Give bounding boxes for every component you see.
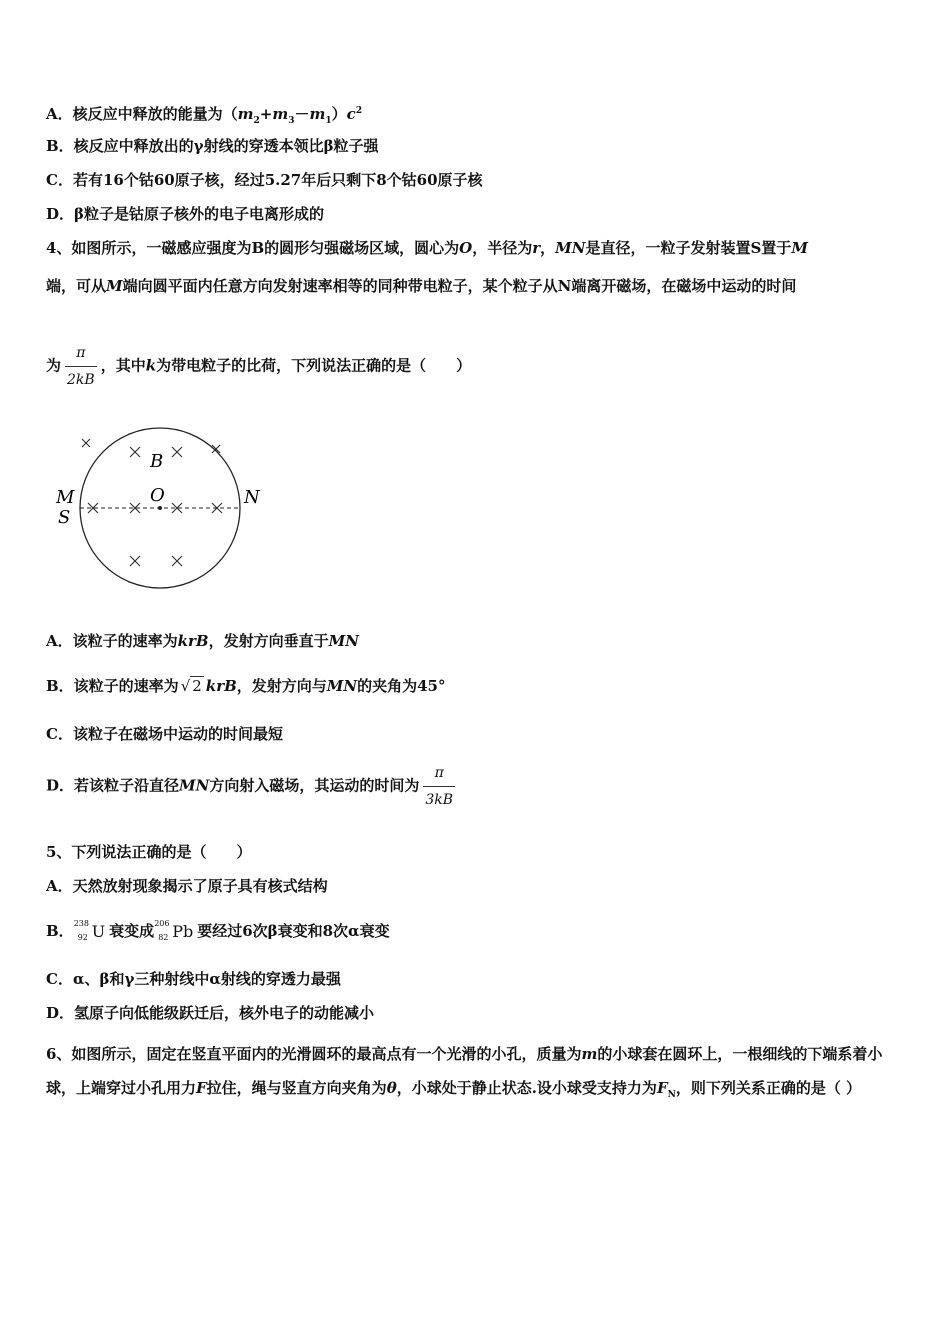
label-s: S — [58, 507, 71, 528]
q5-stem: 5、下列说法正确的是（ ） — [46, 843, 252, 861]
q5-option-d: D．氢原子向低能级跃迁后，核外电子的动能减小 — [46, 1004, 375, 1022]
q4-stem-line-2: 端，可从M端向圆平面内任意方向发射速率相等的同种带电粒子，某个粒子从N端离开磁场，在磁场中运动的时间 — [46, 277, 797, 295]
label-m: M — [56, 487, 75, 508]
q4-option-d: D．若该粒子沿直径MN方向射入磁场，其运动的时间为 $\frac{\pi}{3kB}$ — [46, 762, 459, 811]
magnetic-field-diagram — [52, 425, 272, 595]
q4-stem-line-1: 4、如图所示，一磁感应强度为B的圆形匀强磁场区域，圆心为O，半径为r，MN是直径，一粒子发射装置S置于M — [46, 239, 808, 257]
center-point — [158, 506, 162, 510]
q3-option-d: D．β粒子是钴原子核外的电子电离形成的 — [46, 205, 324, 223]
fraction-pi-over-2kb: $\frac{\pi}{2kB}$ — [65, 342, 97, 391]
q4-option-b: B．该粒子的速率为 √ 2 krB，发射方向与MN的夹角为45° — [46, 677, 446, 695]
sqrt-2: √ 2 — [180, 677, 202, 695]
q3-option-b: B．核反应中释放出的γ射线的穿透本领比β粒子强 — [46, 137, 379, 155]
q4-stem-line-3: 为 $\frac{\pi}{2kB}$ ，其中k为带电粒子的比荷，下列说法正确的是（ ） — [46, 342, 471, 391]
label-b: B — [150, 451, 164, 472]
q3-option-a: A．核反应中释放的能量为$(m_2+m_3-m_1)c^2$ — [46, 105, 363, 126]
nuclide-pb206: 206 82 Pb — [154, 919, 194, 942]
label-n: N — [244, 487, 260, 508]
q6-stem: 6、如图所示，固定在竖直平面内的光滑圆环的最高点有一个光滑的小孔，质量为m的小球套在圆环上，一根细线的下端系着小球，上端穿过小孔用力F拉住，绳与竖直方向夹角为θ，小球处于静止状态.设小球受支持力为$F_N$，则下列关系正确的是（ ） — [46, 1045, 883, 1100]
q5-option-a: A．天然放射现象揭示了原子具有核式结构 — [46, 877, 328, 895]
q3-option-c: C．若有16个钴60原子核，经过5.27年后只剩下8个钴60原子核 — [46, 171, 483, 189]
q4-option-c: C．该粒子在磁场中运动的时间最短 — [46, 725, 283, 743]
q5-option-b: B． 238 92 U 衰变成 206 82 Pb 要经过6次β衰变和8次α衰变 — [46, 918, 390, 945]
fraction-pi-over-3kb: $\frac{\pi}{3kB}$ — [423, 762, 455, 811]
nuclide-u238: 238 92 U — [73, 919, 106, 942]
q5-option-c: C．α、β和γ三种射线中α射线的穿透力最强 — [46, 970, 341, 988]
label-o: O — [150, 485, 165, 506]
q4-option-a: A．该粒子的速率为krB，发射方向垂直于MN — [46, 632, 359, 650]
